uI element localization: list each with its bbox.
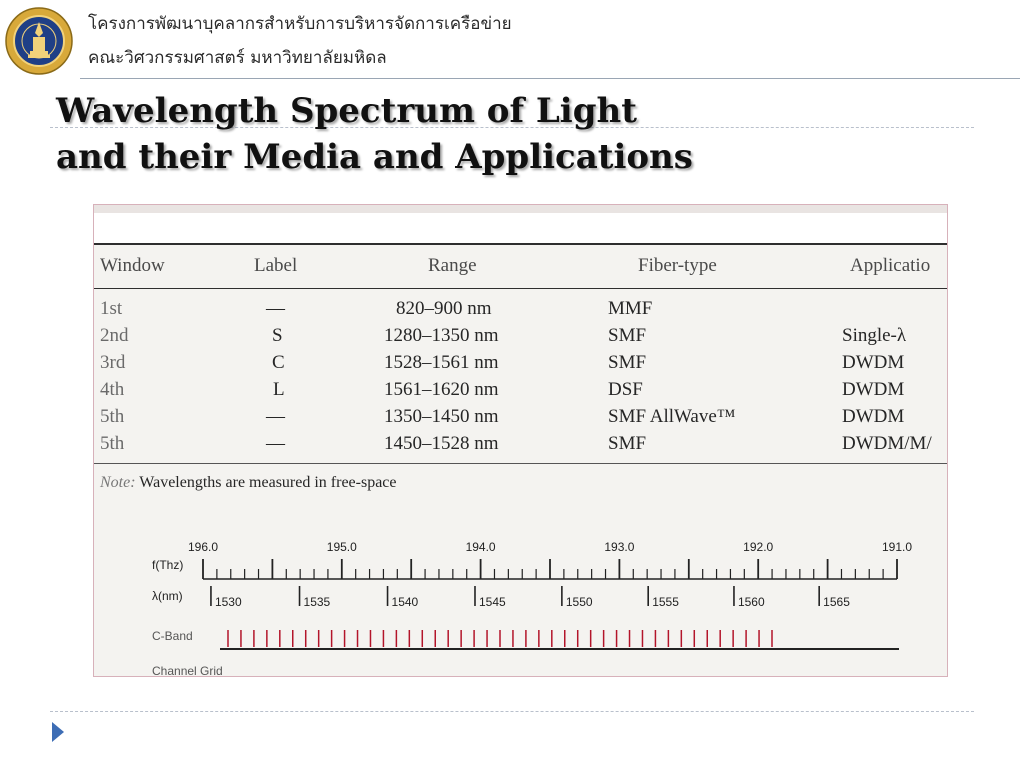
header-application: Applicatio — [850, 255, 931, 276]
org-faculty-name: คณะวิศวกรรมศาสตร์ มหาวิทยาลัยมหิดล — [88, 48, 387, 68]
footer-dashed-divider — [50, 711, 974, 712]
spectrum-scale — [94, 205, 947, 676]
header-label: Label — [254, 255, 298, 276]
table-cell: 3rd — [100, 352, 126, 373]
header-fiber-type: Fiber-type — [638, 255, 717, 276]
wavelength-figure — [93, 204, 948, 677]
slide-title-line2: and their Media and Applications — [56, 137, 693, 177]
table-cell: 1st — [100, 298, 123, 319]
frequency-tick-label: 191.0 — [881, 540, 913, 554]
slide-title-line1: Wavelength Spectrum of Light — [56, 91, 637, 131]
frequency-tick-label: 196.0 — [187, 540, 219, 554]
table-cell: — — [266, 406, 285, 427]
header-divider — [80, 78, 1020, 79]
note-label: Note: — [100, 474, 136, 491]
table-cell: SMF AllWave™ — [608, 406, 736, 427]
table-cell: — — [266, 433, 285, 454]
table-cell: SMF — [608, 352, 647, 373]
table-cell: SMF — [608, 325, 647, 346]
wavelength-tick-label: 1545 — [478, 595, 506, 609]
header-window: Window — [100, 255, 165, 276]
table-cell: 2nd — [100, 325, 129, 346]
table-cell: DWDM — [842, 379, 905, 400]
bullet-arrow-icon — [52, 722, 64, 742]
wavelength-tick-label: 1530 — [214, 595, 242, 609]
table-cell: DWDM — [842, 352, 905, 373]
table-cell: 820–900 nm — [396, 298, 492, 319]
table-cell: 1528–1561 nm — [384, 352, 499, 373]
frequency-tick-label: 195.0 — [326, 540, 357, 554]
wavelength-tick-label: 1560 — [737, 595, 765, 609]
org-program-name: โครงการพัฒนาบุคลากรสำหรับการบริหารจัดการเครือข่าย — [88, 14, 512, 34]
frequency-tick-label: 192.0 — [743, 540, 774, 554]
table-cell: 5th — [100, 406, 125, 427]
table-cell: 1450–1528 nm — [384, 433, 499, 454]
wavelength-tick-label: 1565 — [823, 595, 850, 609]
table-cell: L — [273, 379, 285, 400]
table-cell: DWDM — [842, 406, 905, 427]
channel-grid-label: Channel Grid — [152, 664, 223, 676]
table-cell: S — [272, 325, 283, 346]
table-cell: 1350–1450 nm — [384, 406, 499, 427]
table-cell: C — [272, 352, 285, 373]
table-cell: SMF — [608, 433, 647, 454]
university-seal-logo — [4, 6, 74, 76]
table-cell: MMF — [608, 298, 653, 319]
wavelength-axis-label: λ(nm) — [152, 589, 183, 603]
frequency-tick-label: 193.0 — [604, 540, 635, 554]
table-cell: 1280–1350 nm — [384, 325, 499, 346]
table-cell: Single-λ — [842, 325, 907, 346]
note-text: Wavelengths are measured in free-space — [139, 474, 397, 491]
wavelength-tick-label: 1555 — [652, 595, 679, 609]
wavelength-tick-label: 1540 — [391, 595, 419, 609]
table-cell: 1561–1620 nm — [384, 379, 499, 400]
table-cell: DSF — [608, 379, 643, 400]
table-cell: 4th — [100, 379, 125, 400]
header-range: Range — [428, 255, 477, 276]
wavelength-tick-label: 1550 — [565, 595, 593, 609]
frequency-tick-label: 194.0 — [465, 540, 496, 554]
wavelength-tick-label: 1535 — [303, 595, 331, 609]
frequency-axis-label: f(Thz) — [152, 558, 184, 572]
slide-title — [56, 88, 693, 180]
table-cell: DWDM/M/ — [842, 433, 932, 454]
table-cell: — — [266, 298, 285, 319]
table-cell: 5th — [100, 433, 125, 454]
cband-label: C-Band — [152, 629, 193, 643]
